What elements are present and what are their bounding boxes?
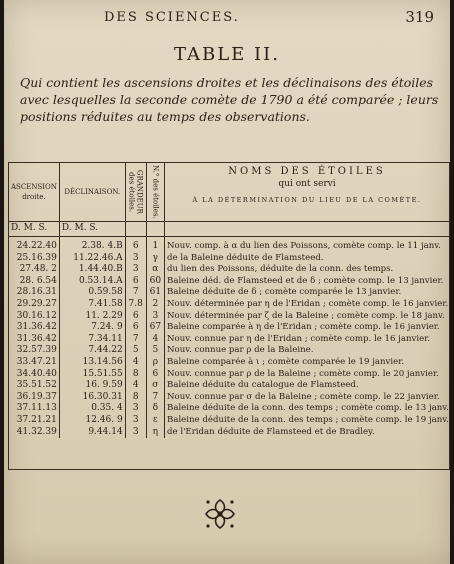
cell-dec: 0.35. 4 [59, 403, 125, 415]
column-header-names [165, 163, 450, 222]
cell-ra: 32.57.39 [9, 345, 59, 357]
cell-star-number: γ [146, 253, 164, 265]
table-row [9, 392, 449, 404]
cell-magnitude: 3 [125, 415, 146, 427]
cell-star-name: Baleine déduite de la conn. des temps ; comète comp. le 13 janv. [167, 403, 449, 414]
cell-star-name: Nouv. connue par η de l'Éridan ; comète comp. le 16 janvier. [167, 333, 431, 344]
cell-dec: 7.41.58 [59, 299, 125, 311]
cell-ra: 33.47.21 [9, 357, 59, 369]
cell-ra: 29.29.27 [9, 299, 59, 311]
cell-star-name: de l'Éridan déduite de Flamsteed et de Bradley. [167, 426, 375, 437]
cell-ra: 28.16.31 [9, 287, 59, 299]
table-row [9, 237, 449, 253]
table-row [9, 276, 449, 288]
cell-star-number: ρ [146, 357, 164, 369]
cell-ra: 41.32.39 [9, 427, 59, 439]
column-header-number: N.° des étoiles. [146, 163, 164, 222]
cell-dec: 0.53.14.A [59, 276, 125, 288]
cell-dec: 13.14.56 [59, 357, 125, 369]
cell-magnitude: 3 [125, 264, 146, 276]
cell-star-name: Baleine comparée à ι ; comète comparée le 19 janvier. [167, 356, 405, 367]
table-row [9, 357, 449, 369]
cell-star-number: 7 [146, 392, 164, 404]
cell-ra: 28. 6.54 [9, 276, 59, 288]
cell-dec: 15.51.55 [59, 369, 125, 381]
cell-star-name: Baleine déduite du catalogue de Flamsteed. [167, 380, 359, 391]
cell-star-number: 3 [146, 311, 164, 323]
cell-star-name: Nouv. comp. à α du lien des Poissons, comète comp. le 11 janv. [167, 241, 441, 251]
cell-dec: 0.59.58 [59, 287, 125, 299]
cell-star-name: Baleine comparée à η de l'Éridan ; comète comp. le 16 janvier. [167, 322, 440, 333]
table-row [9, 253, 449, 265]
cell-star-name: de la Baleine déduite de Flamsteed. [167, 252, 324, 263]
cell-dec: 7.34.11 [59, 334, 125, 346]
cell-dec: 7.44.22 [59, 345, 125, 357]
cell-dec: 11. 2.29 [59, 311, 125, 323]
cell-star-name: Nouv. connue par σ de la Baleine ; comète comp. le 22 janvier. [167, 391, 440, 402]
cell-magnitude: 5 [125, 345, 146, 357]
cell-star-name: Nouv. déterminée par η de l'Éridan ; comète comp. le 16 janvier. [167, 298, 449, 309]
page-number: 319 [405, 8, 434, 26]
table-row [9, 322, 449, 334]
cell-ra: 35.51.52 [9, 380, 59, 392]
cell-dec: 9.44.14 [59, 427, 125, 439]
cell-ra: 31.36.42 [9, 334, 59, 346]
table-row [9, 415, 449, 427]
names-subtitle-caps: À LA DÉTERMINATION DU LIEU DE LA COMÈTE. [192, 196, 422, 204]
units-num [146, 222, 164, 237]
cell-star-number: 61 [146, 287, 164, 299]
units-names [165, 222, 450, 237]
cell-star-number: 2 [146, 299, 164, 311]
cell-star-name: Baleine déduite de δ ; comète comparée le 13 janvier. [167, 287, 402, 298]
book-page [4, 0, 450, 564]
column-header-magnitude: GRANDEUR des étoiles. [125, 163, 146, 222]
cell-dec: 16. 9.59 [59, 380, 125, 392]
column-header-dec: DÉCLINAISON. [59, 163, 125, 222]
column-header-ra: ASCENSION droite. [9, 163, 59, 222]
names-subtitle: qui ont servi [278, 179, 336, 189]
cell-star-name: Nouv. déterminée par ζ de la Baleine ; comète comp. le 18 janv. [167, 310, 445, 321]
cell-dec: 11.22.46.A [59, 253, 125, 265]
cell-ra: 24.22.40 [9, 237, 59, 253]
cell-dec: 12.46. 9 [59, 415, 125, 427]
units-mag [125, 222, 146, 237]
cell-ra: 27.48. 2 [9, 264, 59, 276]
cell-star-number: δ [146, 403, 164, 415]
cell-ra: 36.19.37 [9, 392, 59, 404]
cell-star-number: η [146, 427, 164, 439]
cell-star-name: Nouv. connue par ρ de la Baleine. [167, 345, 314, 356]
cell-dec: 16.30.31 [59, 392, 125, 404]
cell-dec: 1.44.40.B [59, 264, 125, 276]
cell-magnitude: 6 [125, 276, 146, 288]
cell-star-number: 5 [146, 345, 164, 357]
cell-magnitude: 4 [125, 380, 146, 392]
units-ra: D. M. S. [9, 222, 59, 237]
cell-magnitude: 8 [125, 392, 146, 404]
cell-ra: 37.11.13 [9, 403, 59, 415]
running-title: DES SCIENCES. [104, 10, 240, 25]
table-row [9, 264, 449, 276]
table-body [9, 222, 449, 439]
cell-magnitude: 7 [125, 334, 146, 346]
table-title: TABLE II. [173, 44, 280, 65]
cell-star-number: ε [146, 415, 164, 427]
cell-star-number: 67 [146, 322, 164, 334]
cell-ra: 37.21.21 [9, 415, 59, 427]
table-row [9, 287, 449, 299]
table-caption: Qui contient les ascensions droites et les déclinaisons des étoiles avec lesquelles la seconde comète de 1790 a été comparée ; leurs positions réduites au temps des observations. [20, 75, 439, 124]
cell-magnitude: 6 [125, 311, 146, 323]
cell-star-number: 4 [146, 334, 164, 346]
table-row [9, 345, 449, 357]
fleuron-ornament-icon [200, 494, 240, 534]
cell-magnitude: 6 [125, 322, 146, 334]
table-row [9, 334, 449, 346]
cell-star-number: 60 [146, 276, 164, 288]
table-row [9, 369, 449, 381]
table-row [9, 380, 449, 392]
cell-ra: 25.16.39 [9, 253, 59, 265]
cell-star-name: du lien des Poissons, déduite de la conn. des temps. [167, 264, 394, 275]
star-table-grid [9, 163, 449, 438]
table-row [9, 403, 449, 415]
star-table [8, 162, 450, 470]
table-header-row [9, 163, 449, 222]
cell-star-number: 1 [146, 237, 164, 253]
cell-magnitude: 3 [125, 403, 146, 415]
cell-star-name: Baleine déd. de Flamsteed et de δ ; comète comp. le 13 janvier. [167, 275, 444, 286]
cell-magnitude: 7 [125, 287, 146, 299]
cell-ra: 31.36.42 [9, 322, 59, 334]
cell-star-name: Nouv. connue par ρ de la Baleine ; comète comp. le 20 janvier. [167, 368, 439, 379]
cell-magnitude: 3 [125, 427, 146, 439]
cell-star-number: σ [146, 380, 164, 392]
cell-dec: 7.24. 9 [59, 322, 125, 334]
names-title: NOMS DES ÉTOILES [228, 166, 386, 177]
cell-magnitude: 8 [125, 369, 146, 381]
cell-magnitude: 7.8 [125, 299, 146, 311]
cell-star-name: Baleine déduite de la conn. des temps ; comète comp. le 19 janv. [167, 414, 449, 425]
table-row [9, 311, 449, 323]
units-dec: D. M. S. [59, 222, 125, 237]
cell-magnitude: 4 [125, 357, 146, 369]
cell-ra: 34.40.40 [9, 369, 59, 381]
cell-dec: 2.38. 4.B [59, 237, 125, 253]
table-row [9, 299, 449, 311]
cell-ra: 30.16.12 [9, 311, 59, 323]
cell-magnitude: 3 [125, 253, 146, 265]
table-row [9, 427, 449, 439]
units-row [9, 222, 449, 237]
cell-magnitude: 6 [125, 237, 146, 253]
cell-star-number: α [146, 264, 164, 276]
cell-star-number: 6 [146, 369, 164, 381]
